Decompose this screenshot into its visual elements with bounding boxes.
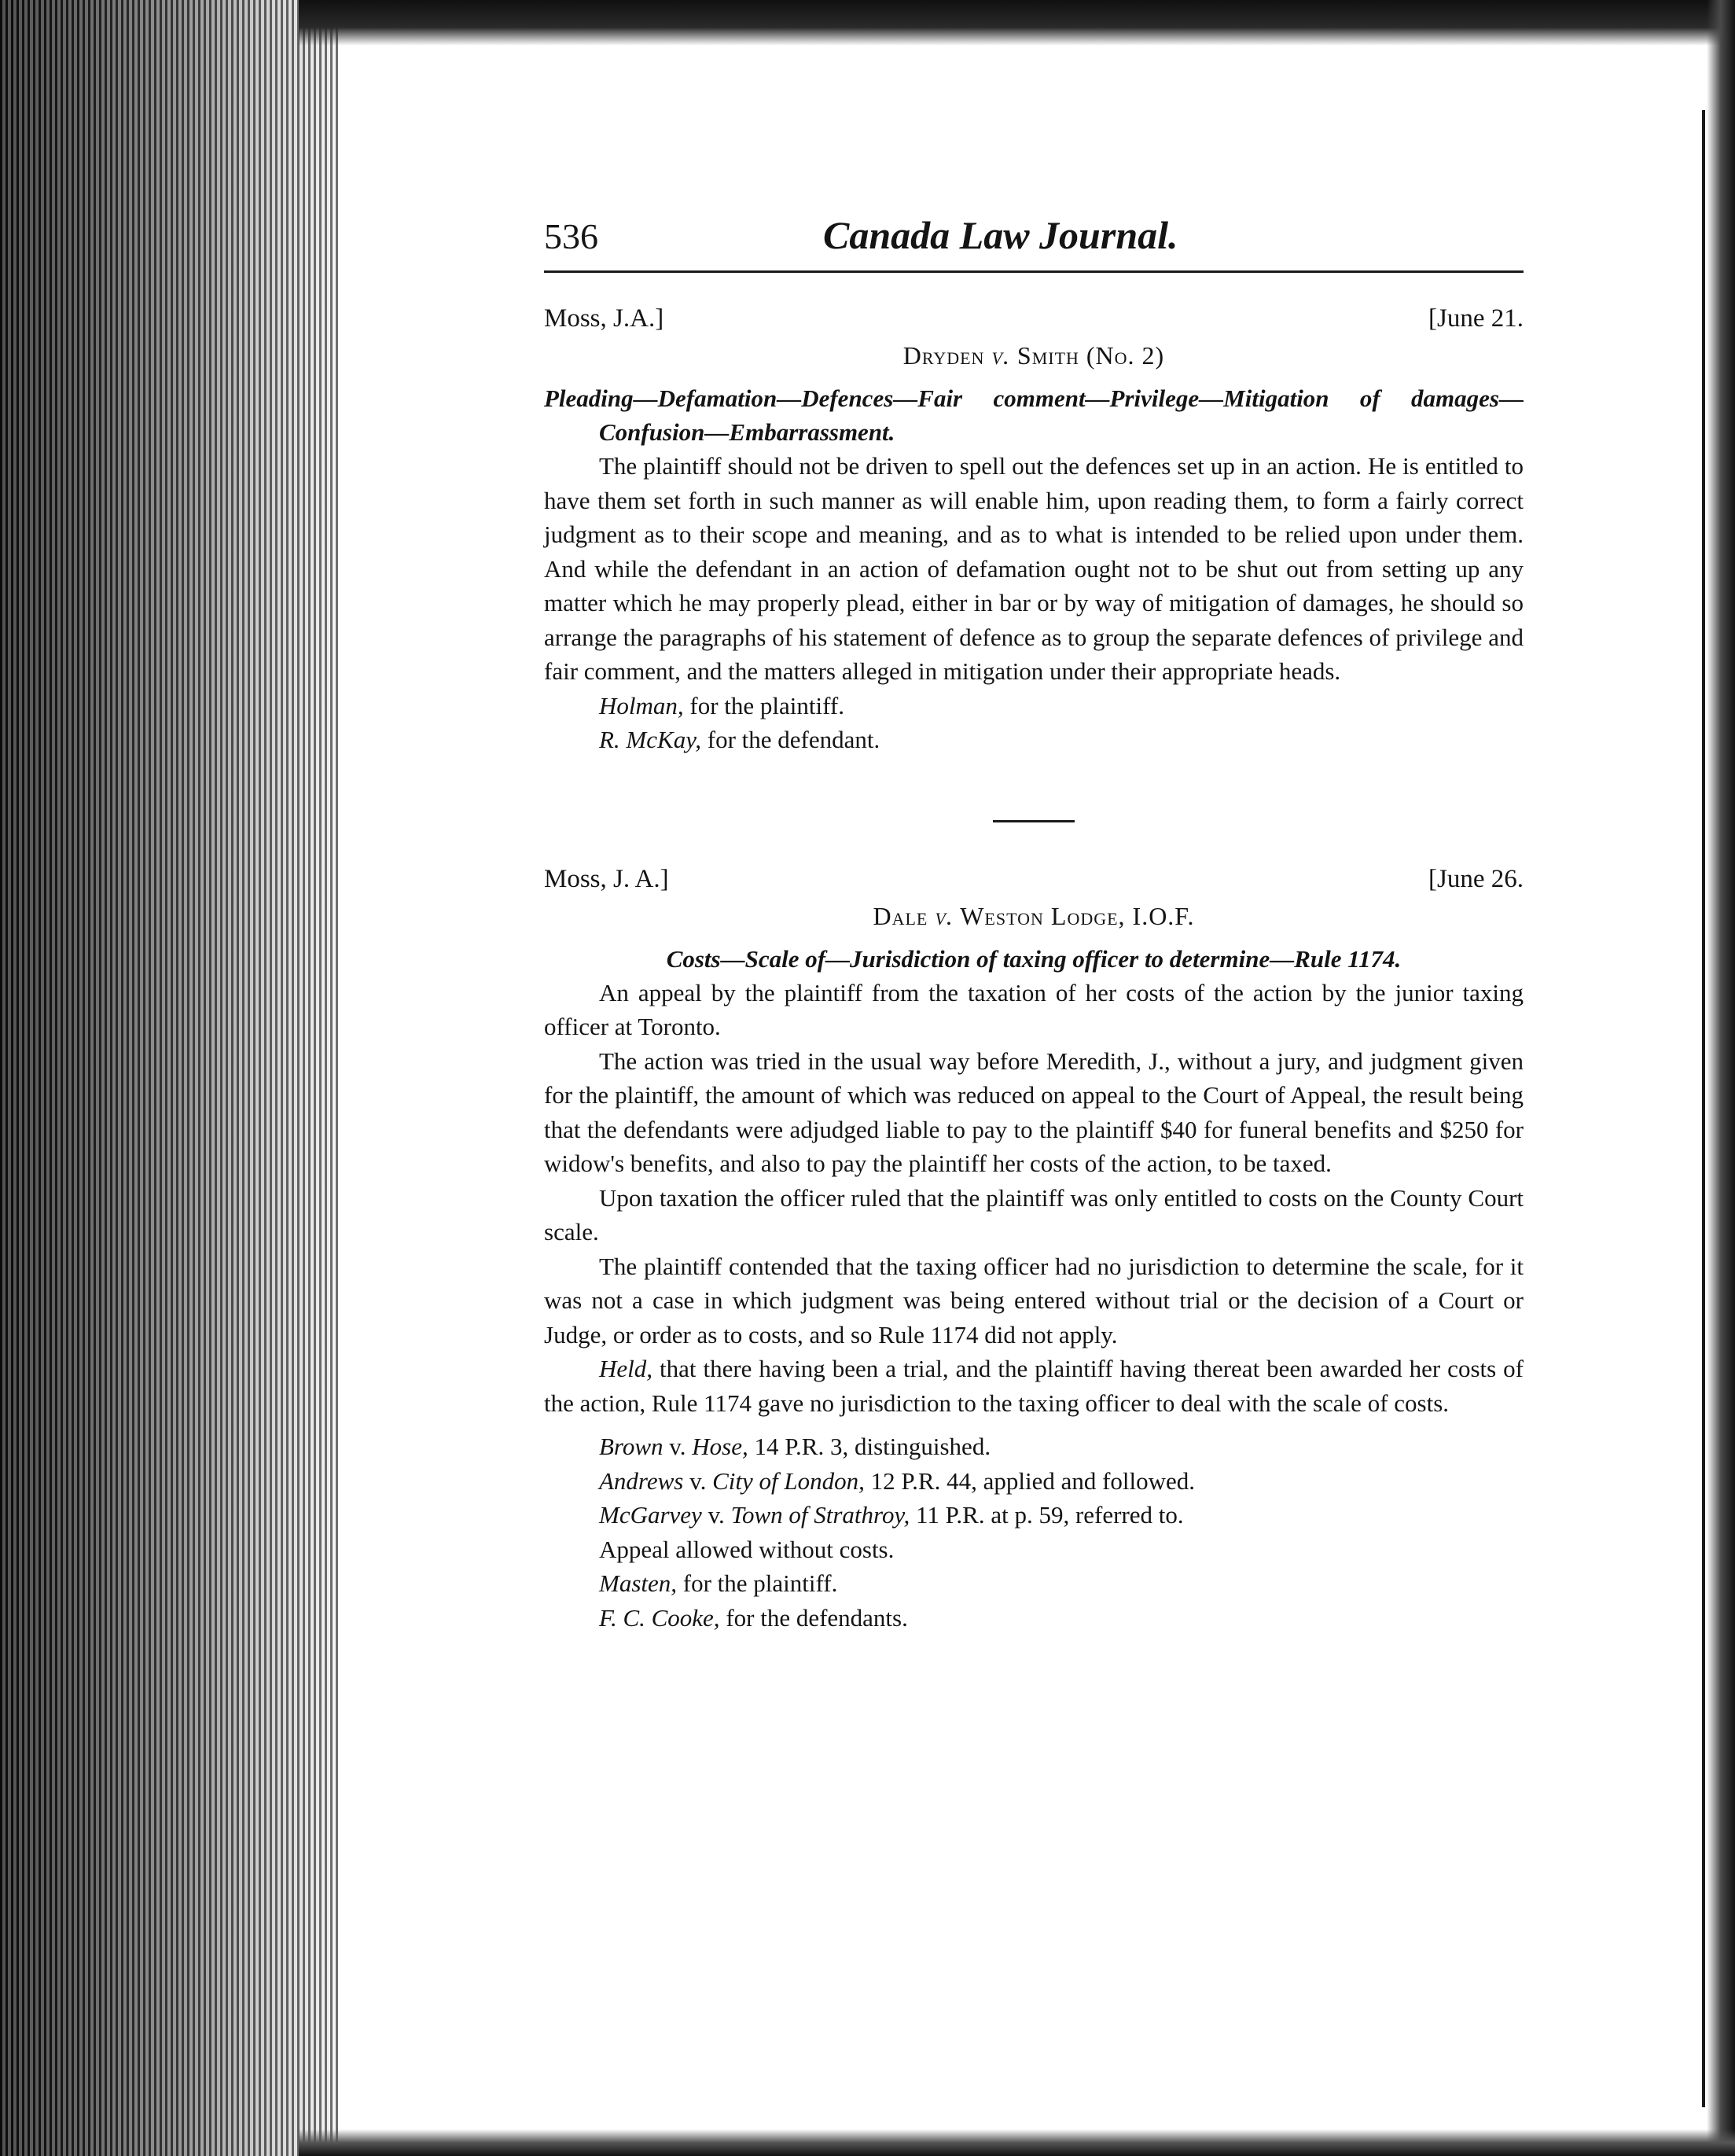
citation-party-a: McGarvey [599, 1501, 702, 1529]
case1-paragraph: The plaintiff should not be driven to spell out the defences set up in an action. He is entitled to have them set forth in such manner as will enable him, upon reading them, to form a fairly correct judgment as to their scope and meaning, and as to what is intended to be relied upon under them. And while the defendant in an action of defamation ought not to be shut out from setting up any matter which he may properly plead, either in bar or by way of mitigation of damages, he should so arrange the paragraphs of his statement of defence as to group the separate defences of privilege and fair comment, and the matters alleged in mitigation under their appropriate heads. [544, 452, 1524, 685]
counsel-name: Holman, [599, 691, 684, 719]
case2-versus: v. [935, 901, 954, 930]
case2-paragraph-2: The action was tried in the usual way before Meredith, J., without a jury, and judgment given for the plaintiff, the amount of which was reduced on appeal to the Court of Appeal, the result being that the defendants were adjudged liable to pay to the plaintiff $40 for funeral benefits and $250 for widow's benefits, and also to pay the plaintiff her costs of the action, to be taxed. [544, 1047, 1524, 1177]
bottom-scan-edge [299, 2129, 1735, 2156]
case2-paragraph-3: Upon taxation the officer ruled that the plaintiff was only entitled to costs on the County Court scale. [544, 1183, 1524, 1245]
case2-citation-2 [544, 1464, 1524, 1499]
case2-paragraph-4: The plaintiff contended that the taxing officer had no jurisdiction to determine the scale, for it was not a case in which judgment was being entered without trial or the decision of a Court or Judge, or order as to costs, and so Rule 1174 did not apply. [544, 1252, 1524, 1348]
case2-title [544, 898, 1524, 934]
citation-party-a: Brown [599, 1433, 663, 1460]
case2-paragraph-1: An appeal by the plaintiff from the taxation of her costs of the action by the junior taxing officer at Toronto. [544, 978, 1524, 1040]
counsel-name: F. C. Cooke, [599, 1603, 720, 1632]
citation-party-b: City of London, [712, 1466, 865, 1495]
counsel-role: for the plaintiff. [677, 1569, 838, 1597]
case1-title [544, 337, 1524, 373]
right-margin-rule [1702, 110, 1705, 2107]
citation-party-b: Town of Strathroy, [730, 1501, 910, 1529]
case1-versus: v. [991, 341, 1010, 370]
case1-headnote: Pleading—Defamation—Defences—Fair comment—Privilege—Mitigation of damages—Confusion—Embarrassment. [544, 384, 1524, 446]
case1-counsel-defendant [544, 723, 1524, 757]
citation-party-a: Andrews [599, 1466, 684, 1495]
case1-counsel-plaintiff [544, 689, 1524, 723]
case2-citation-1 [544, 1429, 1524, 1464]
page-number: 536 [544, 216, 598, 256]
case2-judge-date-line [544, 862, 1524, 896]
book-binding-shadow [0, 0, 338, 2156]
counsel-role: for the defendant. [701, 726, 880, 753]
held-text: that there having been a trial, and the plaintiff having thereat been awarded her costs of the action, Rule 1174 gave no jurisdiction to the taxing officer to deal with the scale of costs. [544, 1355, 1524, 1417]
case1-party2: Smith (No. 2) [1016, 341, 1165, 370]
case2-party1: Dale [873, 901, 928, 930]
case2-date: [June 26. [1428, 864, 1524, 893]
case1-party1: Dryden [902, 341, 985, 370]
case1-date: [June 21. [1428, 304, 1524, 333]
case1-judge-date-line [544, 301, 1524, 336]
held-word: Held, [599, 1355, 653, 1382]
citation-rest: 12 P.R. 44, applied and followed. [864, 1466, 1196, 1495]
case-separator-rule [993, 820, 1075, 822]
citation-versus: v. [663, 1433, 693, 1460]
citation-party-b: Hose, [692, 1433, 748, 1460]
counsel-role: for the plaintiff. [683, 691, 844, 719]
running-header [544, 212, 1524, 273]
case2-party2: Weston Lodge, I.O.F. [960, 901, 1195, 930]
citation-versus: v. [701, 1501, 731, 1529]
top-scan-edge [299, 0, 1735, 46]
case2-disposition: Appeal allowed without costs. [599, 1535, 895, 1563]
citation-versus: v. [683, 1466, 713, 1495]
counsel-name: R. McKay, [599, 726, 701, 753]
journal-title: Canada Law Journal. [823, 213, 1178, 257]
case2-headnote: Costs—Scale of—Jurisdiction of taxing officer to determine—Rule 1174. [666, 944, 1402, 973]
case2-counsel-defendants [544, 1601, 1524, 1635]
case2-counsel-plaintiff [544, 1566, 1524, 1601]
counsel-role: for the defendants. [719, 1603, 908, 1632]
case2-citation-3 [544, 1498, 1524, 1532]
counsel-name: Masten, [599, 1569, 678, 1597]
right-scan-edge [1707, 0, 1735, 2156]
citation-rest: 11 P.R. at p. 59, referred to. [910, 1501, 1184, 1529]
case2-held-paragraph [544, 1352, 1524, 1420]
page-content [544, 212, 1524, 1635]
case1-judge: Moss, J.A.] [544, 304, 664, 333]
citation-rest: 14 P.R. 3, distinguished. [748, 1433, 991, 1460]
case2-judge: Moss, J. A.] [544, 864, 669, 893]
